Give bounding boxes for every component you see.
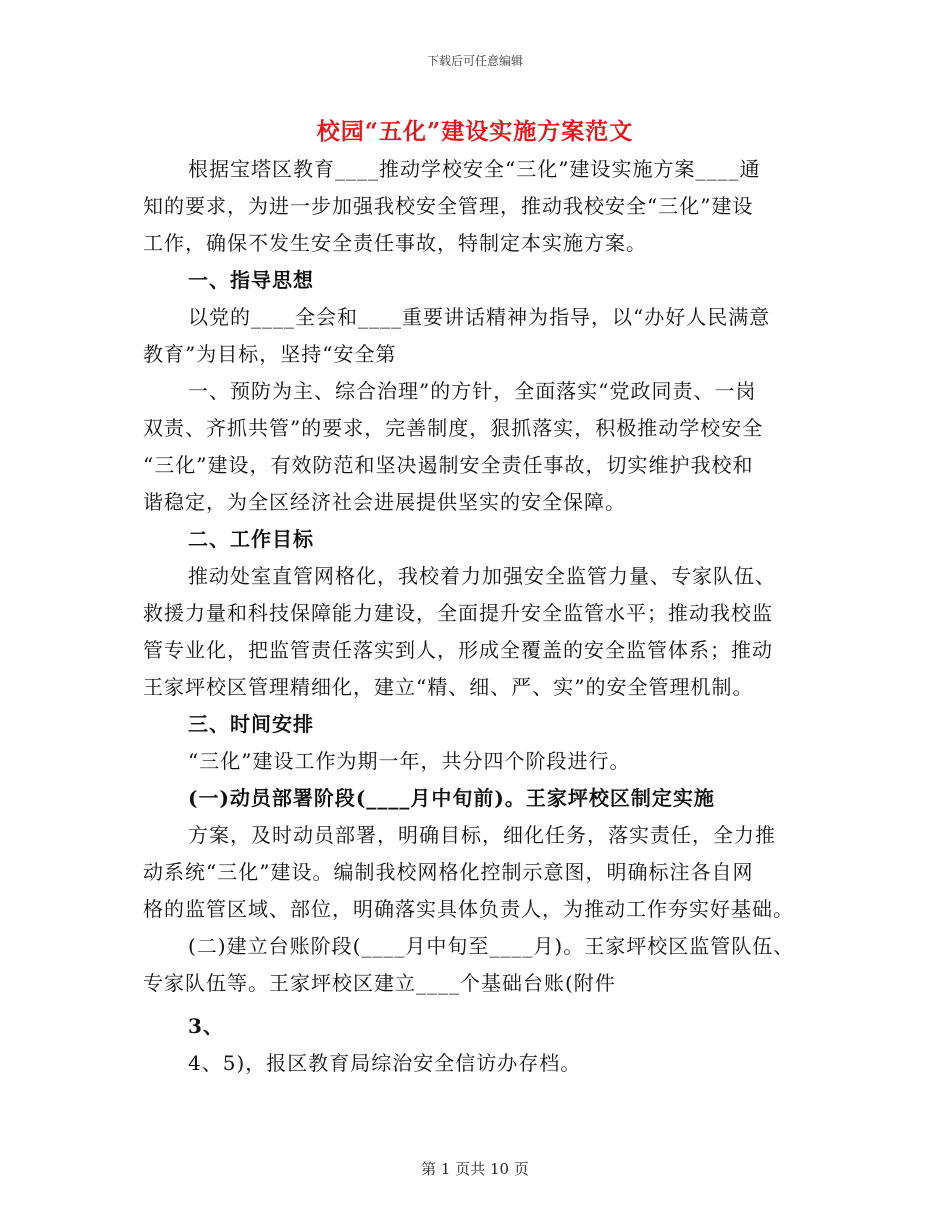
section-heading: 一、指导思想: [188, 268, 314, 292]
paragraph-line: 工作，确保不发生安全责任事故，特制定本实施方案。: [143, 231, 647, 255]
paragraph-line: 方案，及时动员部署，明确目标，细化任务，落实责任，全力推: [188, 823, 776, 847]
paragraph-line: 救援力量和科技保障能力建设，全面提升安全监管水平；推动我校监: [143, 601, 773, 625]
paragraph-line: 谐稳定，为全区经济社会进展提供坚实的安全保障。: [143, 490, 626, 514]
page-footer: 第 1 页共 10 页: [421, 1160, 529, 1178]
paragraph-line: 王家坪校区管理精细化，建立“精、细、严、实”的安全管理机制。: [143, 675, 754, 699]
paragraph-line: “三化”建设工作为期一年，共分四个阶段进行。: [188, 749, 631, 773]
paragraph-line: 动系统“三化”建设。编制我校网格化控制示意图，明确标注各自网: [143, 860, 754, 884]
section-heading: 三、时间安排: [188, 712, 314, 736]
paragraph-line: 格的监管区域、部位，明确落实具体负责人，为推动工作夯实好基础。: [143, 897, 794, 921]
paragraph-line: 推动处室直管网格化，我校着力加强安全监管力量、专家队伍、: [188, 564, 776, 588]
paragraph-line: 管专业化，把监管责任落实到人，形成全覆盖的安全监管体系；推动: [143, 638, 773, 662]
document-title: 校园“五化”建设实施方案范文: [316, 118, 634, 145]
paragraph-line: 一、预防为主、综合治理”的方针，全面落实“党政同责、一岗: [188, 379, 757, 403]
subsection-heading: (一)动员部署阶段(____月中旬前)。王家坪校区制定实施: [188, 786, 715, 810]
paragraph-line: 3、: [188, 1014, 224, 1038]
paragraph-line: 以党的____全会和____重要讲话精神为指导，以“办好人民满意: [188, 305, 771, 329]
paragraph-line: 4、5)，报区教育局综治安全信访办存档。: [188, 1051, 582, 1075]
paragraph-line: 专家队伍等。王家坪校区建立____个基础台账(附件: [143, 971, 616, 995]
paragraph-line: (二)建立台账阶段(____月中旬至____月)。王家坪校区监管队伍、: [188, 934, 795, 958]
paragraph-line: 教育”为目标，坚持“安全第: [143, 342, 397, 366]
paragraph-line: “三化”建设，有效防范和坚决遏制安全责任事故，切实维护我校和: [143, 453, 754, 477]
section-heading: 二、工作目标: [188, 527, 314, 551]
paragraph-line: 知的要求，为进一步加强我校安全管理，推动我校安全“三化”建设: [143, 194, 754, 218]
paragraph-line: 双责、齐抓共管”的要求，完善制度，狠抓落实，积极推动学校安全: [143, 416, 764, 440]
paragraph-line: 根据宝塔区教育____推动学校安全“三化”建设实施方案____通: [188, 157, 761, 181]
header-note: 下载后可任意编辑: [426, 54, 523, 68]
